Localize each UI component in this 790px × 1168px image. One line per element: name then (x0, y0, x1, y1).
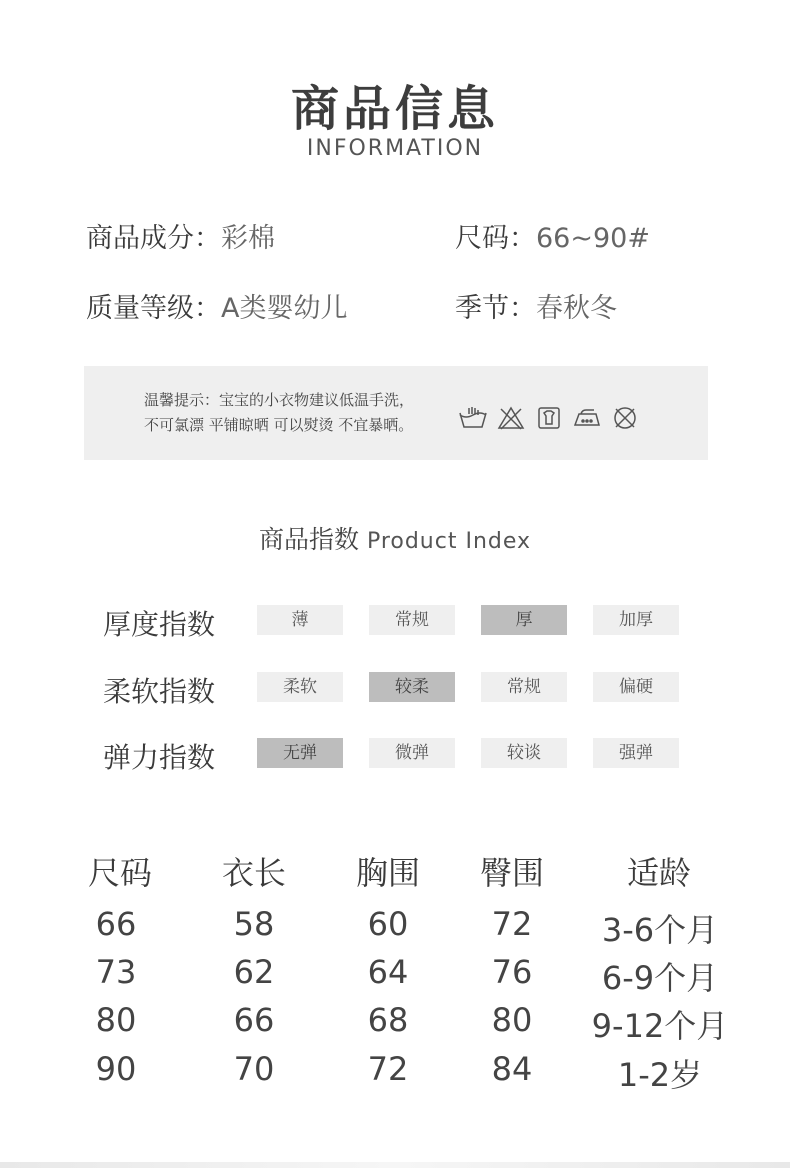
size-table-cell: 60 (367, 905, 409, 943)
info-value: 彩棉 (221, 223, 275, 254)
size-table-cell: 76 (491, 953, 533, 991)
no-tumble-dry-icon (610, 404, 640, 432)
size-table-cell: 72 (367, 1050, 409, 1088)
size-table-cell: 64 (367, 953, 409, 991)
info-value: 春秋冬 (536, 293, 617, 324)
size-table-cell: 90 (95, 1050, 137, 1088)
size-table-cell: 62 (233, 953, 275, 991)
elasticity-label: 弹力指数 (103, 741, 216, 774)
size-table-cell: 66 (95, 905, 137, 943)
page-title: 商品信息 (290, 81, 499, 137)
elasticity-option: 较谈 (481, 738, 567, 768)
size-table-cell: 73 (95, 953, 137, 991)
info-label: 尺码： (455, 223, 536, 254)
size-table-cell: 3-6个月 (601, 911, 719, 949)
size-table-cell: 70 (233, 1050, 275, 1088)
size-table-header: 胸围 (355, 854, 420, 892)
thickness-label: 厚度指数 (103, 608, 216, 641)
size-table-header: 尺码 (87, 854, 152, 892)
product-index-title-cn: 商品指数 (258, 525, 359, 554)
size-table-cell: 80 (491, 1001, 533, 1039)
elasticity-option: 微弹 (369, 738, 455, 768)
info-grade (86, 286, 347, 325)
size-table-header: 适龄 (626, 854, 691, 892)
softness-option: 常规 (481, 672, 567, 702)
iron-icon (572, 404, 602, 432)
size-table-cell: 68 (367, 1001, 409, 1039)
size-table-cell: 1-2岁 (617, 1056, 703, 1094)
info-value: 66~90# (536, 223, 650, 254)
no-bleach-icon (496, 404, 526, 432)
thickness-option: 常规 (369, 605, 455, 635)
size-table-cell: 84 (491, 1050, 533, 1088)
thickness-option: 加厚 (593, 605, 679, 635)
info-value: A类婴幼儿 (221, 293, 348, 324)
elasticity-option-selected: 无弹 (257, 738, 343, 768)
size-table-header: 臀围 (479, 854, 544, 892)
size-table-cell: 80 (95, 1001, 137, 1039)
info-label: 质量等级： (86, 293, 221, 324)
size-table-cell: 72 (491, 905, 533, 943)
size-table-cell: 9-12个月 (591, 1007, 729, 1045)
info-label: 季节： (455, 293, 536, 324)
thickness-option: 薄 (257, 605, 343, 635)
flat-dry-icon (534, 404, 564, 432)
hand-wash-icon (458, 404, 488, 432)
size-table-cell: 6-9个月 (601, 959, 719, 997)
info-season (455, 286, 617, 325)
elasticity-option: 强弹 (593, 738, 679, 768)
care-text (144, 388, 414, 438)
size-table-header: 衣长 (221, 854, 286, 892)
product-index-title (0, 520, 790, 556)
care-icons (458, 404, 640, 432)
softness-option-selected: 较柔 (369, 672, 455, 702)
info-composition (86, 216, 275, 255)
product-index-title-en: Product Index (366, 529, 532, 554)
info-size (455, 216, 650, 255)
size-table-cell: 66 (233, 1001, 275, 1039)
info-label: 商品成分： (86, 223, 221, 254)
page-subtitle: INFORMATION (306, 136, 484, 161)
care-line: 温馨提示：宝宝的小衣物建议低温手洗， (144, 391, 415, 409)
softness-option: 柔软 (257, 672, 343, 702)
bottom-divider (0, 1162, 790, 1168)
size-table-cell: 58 (233, 905, 275, 943)
care-box (84, 366, 708, 460)
thickness-option-selected: 厚 (481, 605, 567, 635)
softness-option: 偏硬 (593, 672, 679, 702)
softness-label: 柔软指数 (103, 675, 216, 708)
care-line: 不可氯漂 平铺晾晒 可以熨烫 不宜暴晒。 (144, 416, 414, 434)
